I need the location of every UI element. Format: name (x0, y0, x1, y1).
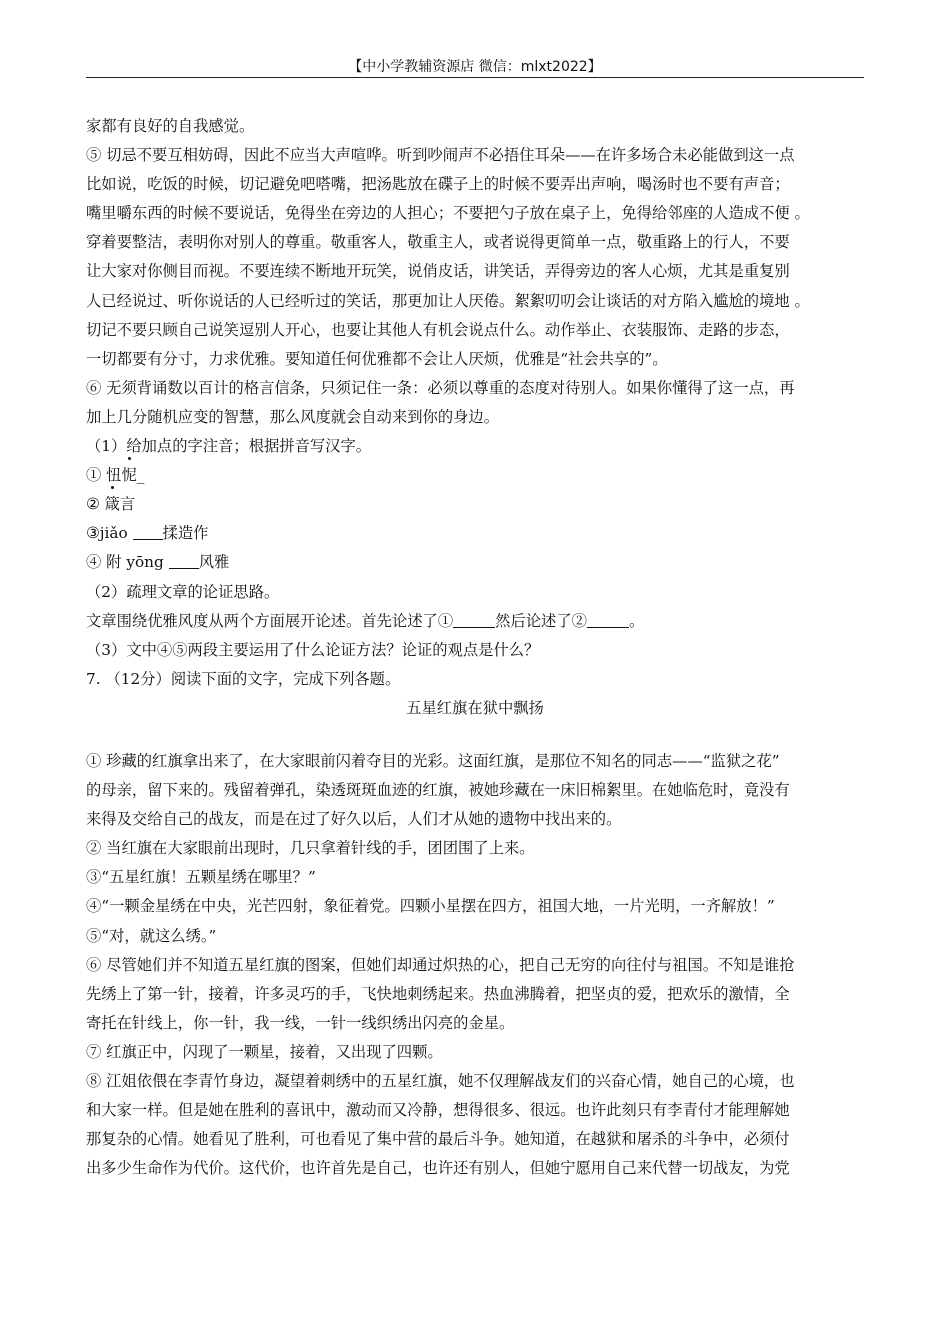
item-suffix: 言 (119, 495, 136, 514)
q2-text-part: 然后论述了② (495, 611, 587, 630)
question-2-text (86, 607, 876, 636)
page-header: 【中小学教辅资源店 微信：mlxt2022】 (348, 59, 602, 75)
passage-line: ⑦ 红旗正中，闪现了一颗星，接着，又出现了四颗。 (86, 1042, 443, 1061)
passage-line: ③“五星红旗！五颗星绣在哪里？” (86, 868, 316, 887)
answer-blank[interactable] (169, 552, 199, 569)
question-1-item-1 (86, 461, 876, 490)
passage-line: 来得及交给自己的战友，而是在过了好久以后，人们才从她的遗物中找出来的。 (86, 810, 622, 829)
passage-line: ⑥ 无须背诵数以百计的格言信条，只须记住一条：必须以尊重的态度对待别人。如果你懂得了这一点，再 (86, 378, 795, 397)
item-prefix: ④ 附 yōng (86, 553, 169, 572)
passage-line: 人已经说过、听你说话的人已经听过的笑话，那更加让人厌倦。絮絮叨叨会让谈话的对方陷入尴尬的境地 。 (86, 291, 810, 310)
passage-line: 的母亲，留下来的。残留着弹孔，染透斑斑血迹的红旗，被她珍藏在一床旧棉絮里。在她临危时，竟没有 (86, 781, 790, 800)
spacer (86, 723, 876, 747)
passage-line: 切记不要只顾自己说笑逗别人开心，也要让其他人有机会说点什么。动作举止、衣装服饰、走路的步态， (86, 320, 790, 339)
passage-line: 比如说，吃饭的时候，切记避免吧嗒嘴，把汤匙放在碟子上的时候不要弄出声响，喝汤时也不要有声音； (86, 175, 790, 194)
passage-line: 让大家对你侧目而视。不要连续不断地开玩笑，说俏皮话，讲笑话，弄得旁边的客人心烦，尤其是重复别 (86, 262, 790, 281)
item-prefix: ② (86, 495, 105, 514)
passage-line: 先绣上了第一针，接着，许多灵巧的手，飞快地刺绣起来。热血沸腾着，把坚贞的爱，把欢乐的激情，全 (86, 984, 790, 1003)
q2-text-part: 。 (628, 611, 645, 630)
header-divider (86, 77, 864, 78)
question-1-title: （1）给加点的字注音；根据拼音写汉字。 (86, 437, 372, 456)
passage-line: ⑥ 尽管她们并不知道五星红旗的图案，但她们却通过炽热的心，把自己无穷的向往付与祖国。不知是谁抢 (86, 955, 795, 974)
item-prefix: ① 忸 (86, 466, 122, 485)
question-2-title: （2）疏理文章的论证思路。 (86, 582, 280, 601)
item-suffix: _ (136, 466, 145, 485)
passage-line: 嘴里嚼东西的时候不要说话，免得坐在旁边的人担心；不要把勺子放在桌子上，免得给邻座的人造成不便 。 (86, 204, 810, 223)
item-prefix: ③jiǎo (86, 524, 133, 543)
item-suffix: 揉造作 (162, 524, 209, 543)
passage-line: ⑧ 江姐依偎在李青竹身边，凝望着刺绣中的五星红旗，她不仅理解战友们的兴奋心情，她自己的心境，也 (86, 1072, 795, 1090)
answer-blank[interactable] (453, 611, 495, 628)
passage-line: 一切都要有分寸，力求优雅。要知道任何优雅都不会让人厌烦，优雅是“社会共享的”。 (86, 349, 668, 368)
question-1-item-4 (86, 548, 876, 577)
q2-text-part: 文章围绕优雅风度从两个方面展开论述。首先论述了① (86, 611, 454, 630)
passage-line: 那复杂的心情。她看见了胜利，可也看见了集中营的最后斗争。她知道，在越狱和屠杀的斗争中，必须付 (86, 1130, 790, 1149)
passage-line: ⑤“对，就这么绣。” (86, 926, 217, 945)
passage-line: 和大家一样。但是她在胜利的喜讯中，激动而又冷静，想得很多、很远。也许此刻只有李青付才能理解她 (86, 1101, 790, 1120)
passage-line: 加上几分随机应变的智慧，那么风度就会自动来到你的身边。 (86, 407, 500, 426)
question-1-item-2 (86, 490, 876, 519)
passage-line: ④“一颗金星绣在中央，光芒四射，象征着党。四颗小星摆在四方，祖国大地，一片光明，一齐解放！” (86, 897, 775, 916)
passage-line: 出多少生命作为代价。这代价，也许首先是自己，也许还有别人，但她宁愿用自己来代替一切战友，为党 (86, 1159, 790, 1178)
question-1-item-3 (86, 519, 876, 548)
dotted-character: 箴 (105, 490, 120, 519)
passage-title: 五星红旗在狱中飘扬 (406, 698, 544, 717)
passage-line: ② 当红旗在大家眼前出现时，几只拿着针线的手，团团围了上来。 (86, 839, 535, 858)
question-7-heading: 7. （12分）阅读下面的文字，完成下列各题。 (86, 669, 401, 688)
dotted-character: 怩 (121, 461, 136, 490)
passage-line: ① 珍藏的红旗拿出来了，在大家眼前闪着夺目的光彩。这面红旗，是那位不知名的同志——“监狱之花” (86, 751, 780, 770)
passage-line: ⑤ 切忌不要互相妨碍，因此不应当大声喧哗。听到吵闹声不必捂住耳朵——在许多场合未必能做到这一点 (86, 146, 795, 165)
passage-line: 家都有良好的自我感觉。 (86, 117, 255, 135)
item-suffix: 风雅 (198, 553, 230, 572)
passage-line: 寄托在针线上，你一针，我一线，一针一线织绣出闪亮的金星。 (86, 1013, 515, 1032)
question-3-title: （3）文中④⑤两段主要运用了什么论证方法？论证的观点是什么？ (86, 640, 540, 659)
answer-blank[interactable] (587, 611, 629, 628)
passage-line: 穿着要整洁，表明你对别人的尊重。敬重客人，敬重主人，或者说得更简单一点，敬重路上的行人，不要 (86, 233, 790, 252)
answer-blank[interactable] (133, 523, 163, 540)
document-body (86, 112, 876, 1183)
